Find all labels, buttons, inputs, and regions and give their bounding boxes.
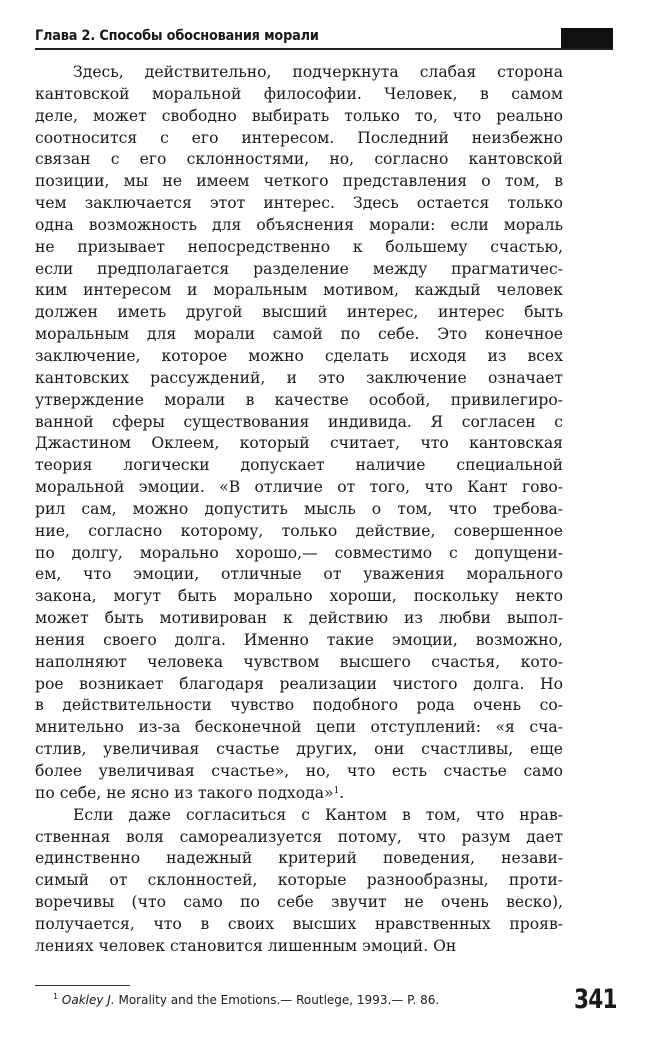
text-line (35, 237, 563, 259)
text-line (35, 259, 563, 281)
text-line-content: по долгу, морально хорошо,— совместимо с допущени- (35, 543, 563, 562)
header-bar-ornament (561, 28, 613, 48)
text-line-content: получается, что в своих высших нравственных прояв- (35, 914, 563, 933)
body-text (35, 62, 563, 958)
text-line (35, 324, 563, 346)
text-line (35, 215, 563, 237)
text-line (35, 149, 563, 171)
footnote (53, 993, 439, 1007)
text-line (35, 936, 563, 958)
text-line (35, 914, 563, 936)
text-line (35, 848, 563, 870)
text-line-content: не призывает непосредственно к большему счастью, (35, 237, 563, 256)
text-line (35, 674, 563, 696)
text-line-content: в действительности чувство подобного рода очень со- (35, 696, 563, 715)
text-line-content: ственная воля самореализуется потому, что разум дает (35, 827, 563, 846)
text-line-content: рое возникает благодаря реализации чистого долга. Но (35, 674, 563, 693)
text-line-content: симый от склонностей, которые разнообразны, проти- (35, 871, 563, 890)
text-line (35, 586, 563, 608)
running-title: Глава 2. Способы обоснования морали (35, 28, 319, 44)
text-line-content: наполняют человека чувством высшего счастья, кото- (35, 652, 563, 671)
text-line (35, 193, 563, 215)
text-line (35, 761, 563, 783)
text-line-content: нения своего долга. Именно такие эмоции, возможно, (35, 630, 563, 649)
text-line-content: Если даже согласиться с Кантом в том, что нрав- (73, 805, 563, 824)
text-line-content: более увеличивая счастье», но, что есть счастье само (35, 762, 563, 780)
text-line (35, 739, 563, 761)
text-line-content: связан с его склонностями, но, согласно кантовской (35, 150, 563, 169)
text-line-content: ем, что эмоции, отличные от уважения морального (35, 565, 563, 584)
footnote-text: Morality and the Emotions.— Routlege, 1993.— P. 86. (114, 993, 440, 1007)
text-line (35, 346, 563, 368)
text-line (35, 455, 563, 477)
text-line-content: моральной эмоции. «В отличие от того, что Кант гово- (35, 478, 563, 497)
text-line (35, 128, 563, 150)
footnote-reference: 1 (333, 785, 340, 796)
text-line (35, 62, 563, 84)
text-line (35, 805, 563, 827)
text-line-content: воречивы (что само по себе звучит не очень веско), (35, 893, 563, 912)
text-line (35, 302, 563, 324)
text-line-content: лениях человек становится лишенным эмоций. Он (35, 936, 457, 955)
footnote-marker: 1 (53, 992, 59, 1001)
text-line (35, 390, 563, 412)
text-line (35, 827, 563, 849)
text-line-content: теория логически допускает наличие специальной (35, 456, 563, 475)
text-line-content: рил сам, можно допустить мысль о том, что требова- (35, 499, 563, 518)
text-line (35, 84, 563, 106)
text-line (35, 171, 563, 193)
text-line (35, 499, 563, 521)
text-line-content: заключение, которое можно сделать исходя из всех (35, 346, 563, 365)
paragraph-2 (35, 805, 563, 958)
text-line-content: деле, может свободно выбирать только то, что реально (35, 106, 563, 125)
text-line-content: моральным для морали самой по себе. Это конечное (35, 325, 563, 344)
text-line-content: кантовской моральной философии. Человек, в самом (35, 84, 563, 103)
footnote-rule (35, 985, 130, 986)
text-line: по себе, не ясно из такого подхода»$^1$. (35, 783, 345, 802)
footnote-author: Oakley J. (61, 993, 115, 1007)
text-line-content: если предполагается разделение между прагматичес- (35, 259, 563, 278)
text-line (35, 892, 563, 914)
page-number: 341 (574, 984, 617, 1015)
text-line (35, 280, 563, 302)
text-line-content: позиции, мы не имеем четкого представления о том, в (35, 172, 563, 191)
text-line (35, 608, 563, 630)
text-line-content: одна возможность для объяснения морали: если мораль (35, 215, 563, 234)
text-line (35, 695, 563, 717)
text-line-content: Здесь, действительно, подчеркнута слабая сторона (73, 63, 563, 81)
text-line-content: ким интересом и моральным мотивом, каждый человек (35, 281, 563, 300)
text-line-content: может быть мотивирован к действию из любви выпол- (35, 609, 563, 628)
text-line (35, 368, 563, 390)
text-line-content: единственно надежный критерий поведения, незави- (35, 849, 563, 868)
text-line (35, 106, 563, 128)
running-header (35, 26, 613, 52)
text-line-content: стлив, увеличивая счастье других, они счастливы, еще (35, 740, 563, 759)
text-line-content: Джастином Оклеем, который считает, что кантовская (35, 434, 563, 453)
text-line-content: соотносится с его интересом. Последний неизбежно (35, 128, 563, 147)
text-line (35, 630, 563, 652)
text-line-content: мнительно из-за бесконечной цепи отступлений: «я сча- (35, 718, 563, 737)
paragraph-1 (35, 62, 563, 805)
text-line-content: ние, согласно которому, только действие, совершенное (35, 521, 563, 540)
text-line-content: закона, могут быть морально хороши, поскольку некто (35, 587, 563, 606)
text-line (35, 412, 563, 434)
text-line-content: утверждение морали в качестве особой, привилегиро- (35, 390, 563, 409)
text-line-content: чем заключается этот интерес. Здесь остается только (35, 194, 563, 213)
text-line (35, 870, 563, 892)
text-line (35, 521, 563, 543)
text-line (35, 564, 563, 586)
text-line (35, 652, 563, 674)
text-line-content: кантовских рассуждений, и это заключение означает (35, 368, 563, 387)
text-line-content: ванной сферы существования индивида. Я согласен с (35, 412, 563, 431)
text-line (35, 433, 563, 455)
text-line-content: должен иметь другой высший интерес, интерес быть (35, 303, 563, 322)
text-line (35, 543, 563, 565)
header-rule (35, 48, 613, 50)
text-line (35, 477, 563, 499)
text-line (35, 717, 563, 739)
text-line-content: по себе, не ясно из такого подхода» (35, 783, 334, 802)
